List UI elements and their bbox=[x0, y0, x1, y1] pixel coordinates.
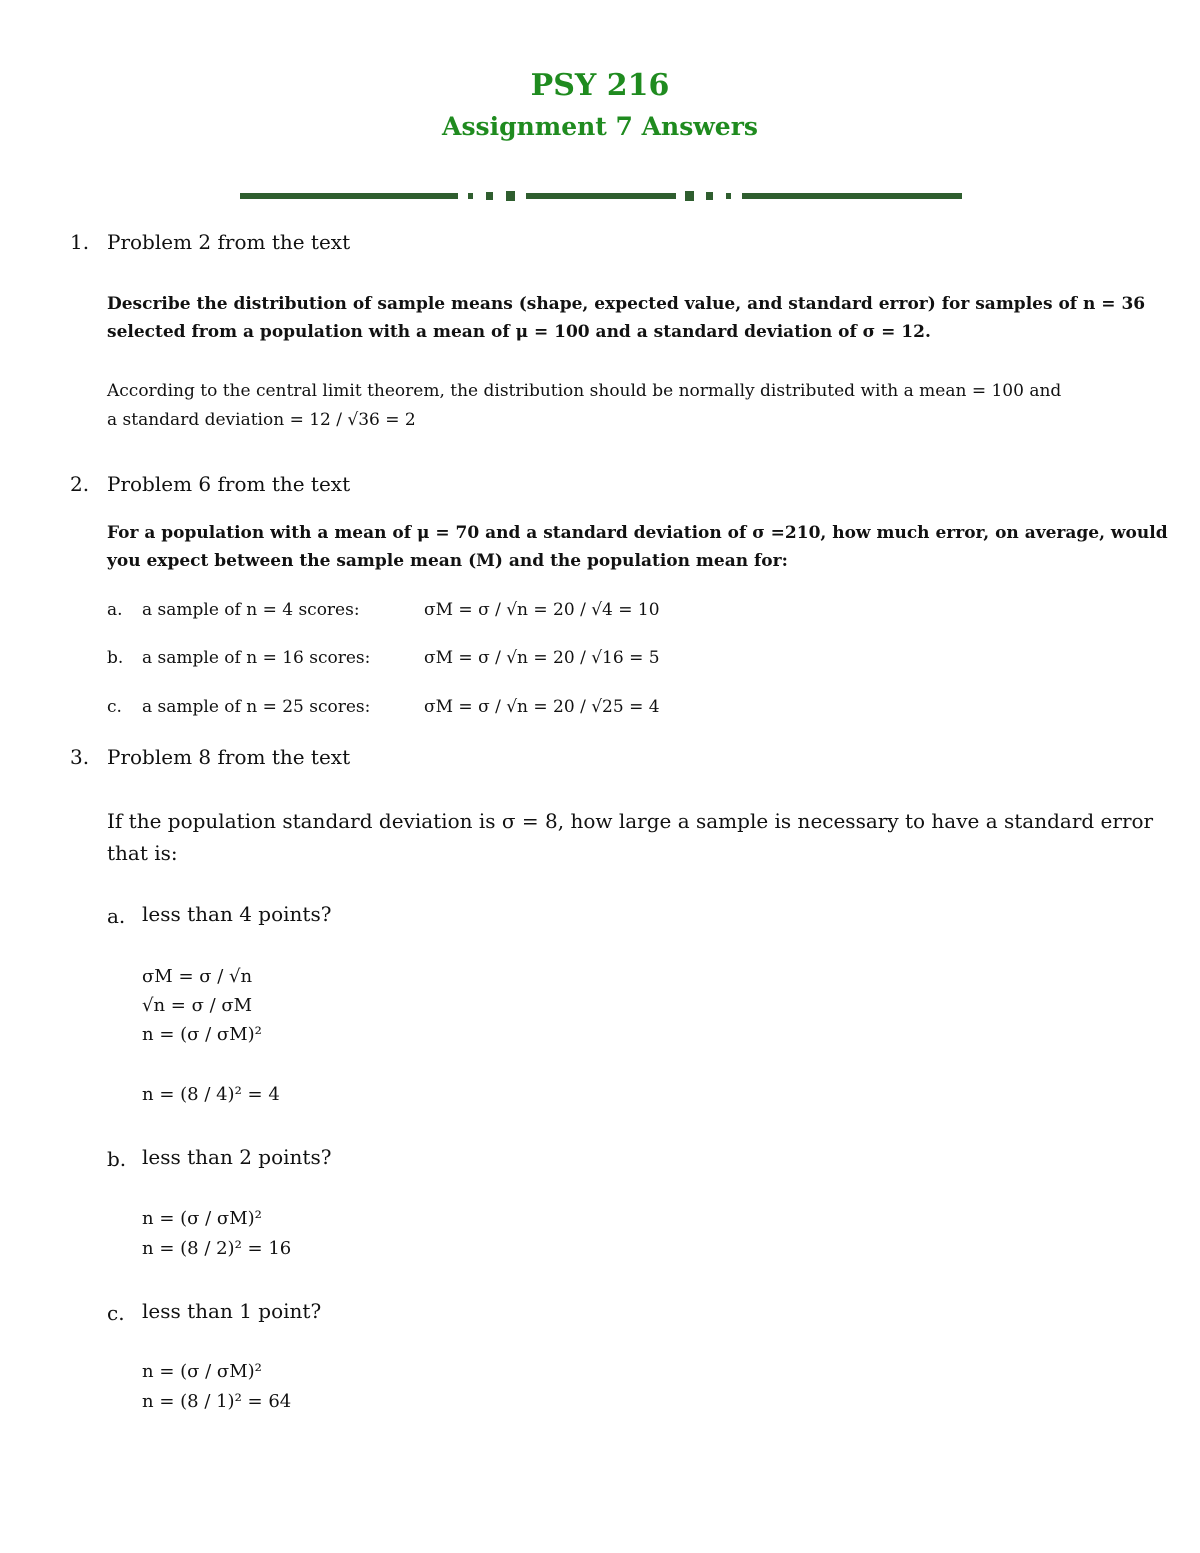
formula-line: √n = σ / σM bbox=[142, 995, 253, 1016]
formula-line: n = (8 / 1)² = 64 bbox=[142, 1391, 292, 1412]
item-label: a. bbox=[107, 600, 123, 620]
item-label: b. bbox=[107, 648, 124, 668]
item-text: a sample of n = 25 scores: bbox=[142, 697, 371, 717]
item-label: c. bbox=[107, 1301, 125, 1325]
question-text: that is: bbox=[107, 841, 178, 865]
question-text: For a population with a mean of μ = 70 and a standard deviation of σ =210, how much error, on average, would bbox=[107, 523, 1168, 543]
item-text: a sample of n = 4 scores: bbox=[142, 600, 360, 620]
course-title: PSY 216 bbox=[530, 68, 670, 103]
formula-line: σM = σ / √n bbox=[142, 966, 253, 987]
item-equation: σM = σ / √n = 20 / √4 = 10 bbox=[424, 600, 660, 620]
item-text: a sample of n = 16 scores: bbox=[142, 648, 371, 668]
decorative-divider bbox=[240, 190, 962, 202]
item-label: c. bbox=[107, 697, 122, 717]
formula-line: n = (σ / σM)² bbox=[142, 1208, 262, 1229]
problem-heading: Problem 6 from the text bbox=[107, 472, 351, 496]
formula-line: n = (σ / σM)² bbox=[142, 1024, 262, 1045]
formula-line: n = (8 / 2)² = 16 bbox=[142, 1238, 292, 1259]
question-text: If the population standard deviation is σ = 8, how large a sample is necessary to have a standard error bbox=[107, 809, 1154, 833]
item-equation: σM = σ / √n = 20 / √25 = 4 bbox=[424, 697, 660, 717]
answer-text: According to the central limit theorem, the distribution should be normally distributed with a mean = 100 and bbox=[107, 381, 1062, 401]
item-text: less than 1 point? bbox=[142, 1299, 322, 1323]
assignment-subtitle: Assignment 7 Answers bbox=[442, 112, 758, 141]
problem-heading: Problem 2 from the text bbox=[107, 230, 351, 254]
problem-number: 3. bbox=[70, 745, 90, 769]
problem-number: 1. bbox=[70, 230, 90, 254]
item-text: less than 4 points? bbox=[142, 902, 332, 926]
item-text: less than 2 points? bbox=[142, 1145, 332, 1169]
problem-heading: Problem 8 from the text bbox=[107, 745, 351, 769]
formula-line: n = (σ / σM)² bbox=[142, 1361, 262, 1382]
formula-line: n = (8 / 4)² = 4 bbox=[142, 1084, 280, 1105]
problem-number: 2. bbox=[70, 472, 90, 496]
question-text: Describe the distribution of sample means (shape, expected value, and standard error) for samples of n = 36 bbox=[107, 294, 1146, 314]
item-equation: σM = σ / √n = 20 / √16 = 5 bbox=[424, 648, 660, 668]
question-text: selected from a population with a mean of μ = 100 and a standard deviation of σ = 12. bbox=[107, 322, 931, 342]
question-text: you expect between the sample mean (M) and the population mean for: bbox=[107, 551, 788, 571]
answer-text: a standard deviation = 12 / √36 = 2 bbox=[107, 410, 416, 430]
item-label: b. bbox=[107, 1147, 127, 1171]
item-label: a. bbox=[107, 904, 126, 928]
